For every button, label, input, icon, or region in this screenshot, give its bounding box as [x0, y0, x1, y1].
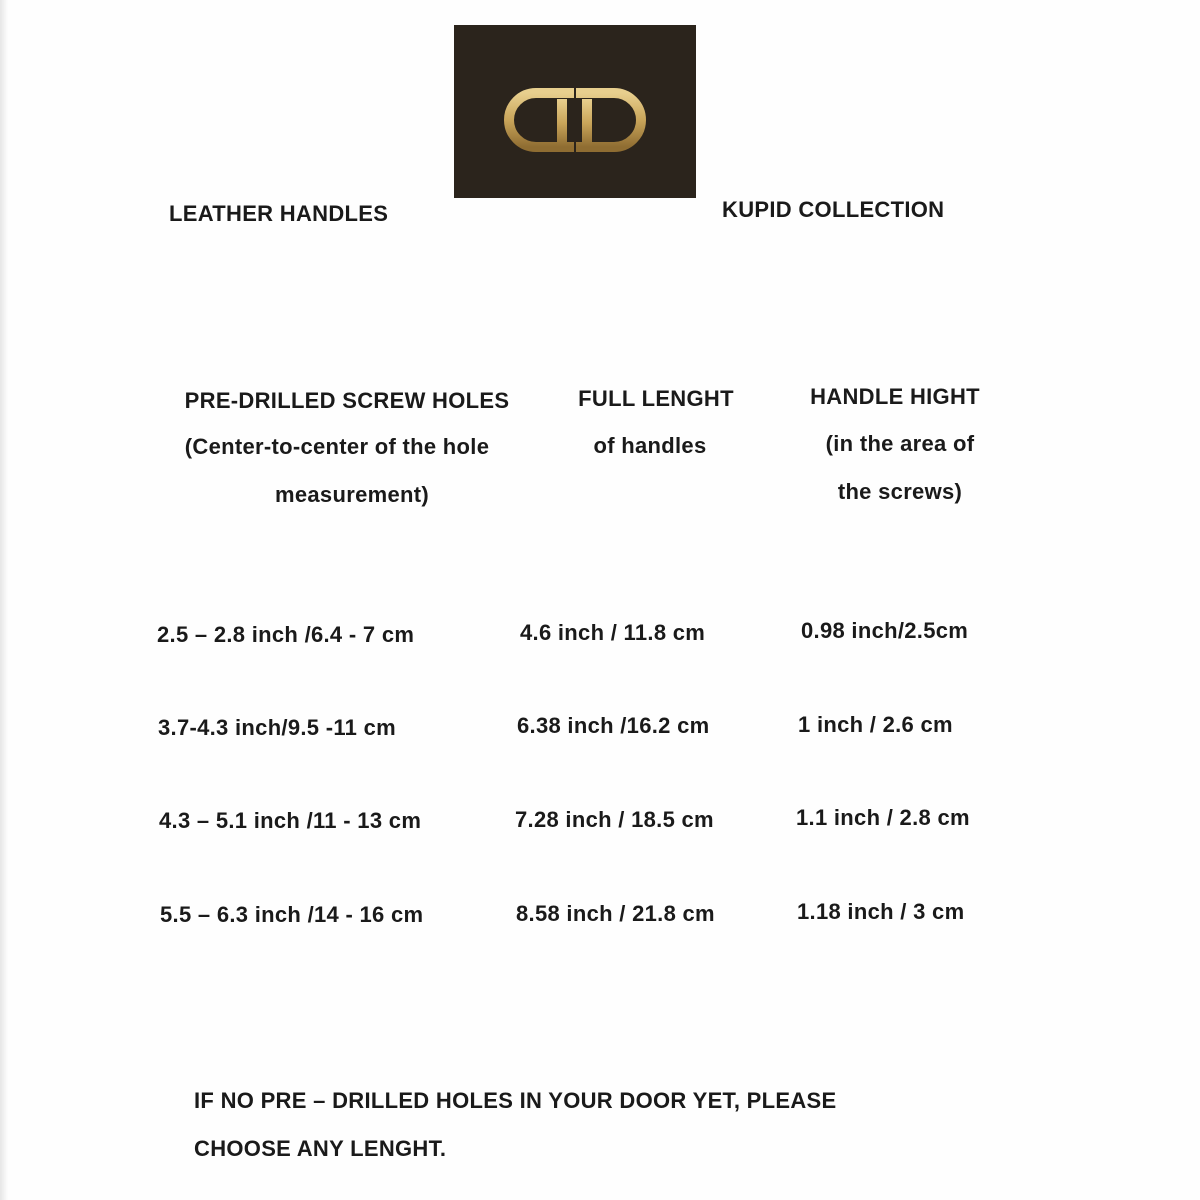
full-length-cell: 4.6 inch / 11.8 cm [520, 620, 706, 645]
column-header-line: of handles [593, 433, 707, 458]
handle-height-cell: 1 inch / 2.6 cm [798, 712, 953, 737]
column-header-line: measurement) [275, 482, 429, 507]
handle-height-cell: 0.98 inch/2.5cm [801, 618, 969, 643]
full-length-cell: 8.58 inch / 21.8 cm [516, 901, 715, 926]
scan-edge [0, 0, 8, 1200]
left-title: LEATHER HANDLES [169, 201, 389, 226]
handle-height-cell: 1.1 inch / 2.8 cm [796, 805, 970, 830]
right-title: KUPID COLLECTION [722, 197, 945, 222]
column-header-line: the screws) [837, 479, 963, 504]
column-header-line: HANDLE HIGHT [810, 384, 980, 409]
column-header-line: (Center-to-center of the hole [184, 434, 490, 459]
dd-monogram-icon [454, 25, 696, 198]
column-header-line: (in the area of [825, 431, 975, 456]
screw-holes-cell: 5.5 – 6.3 inch /14 - 16 cm [160, 902, 424, 927]
handle-height-cell: 1.18 inch / 3 cm [797, 899, 965, 924]
footer-note-line: IF NO PRE – DRILLED HOLES IN YOUR DOOR YET, PLEASE [194, 1088, 837, 1113]
screw-holes-cell: 3.7-4.3 inch/9.5 -11 cm [158, 715, 397, 740]
screw-holes-cell: 4.3 – 5.1 inch /11 - 13 cm [159, 808, 422, 833]
column-header-line: PRE-DRILLED SCREW HOLES [184, 388, 510, 413]
full-length-cell: 7.28 inch / 18.5 cm [515, 807, 714, 832]
footer-note-line: CHOOSE ANY LENGHT. [194, 1136, 447, 1161]
column-header-line: FULL LENGHT [578, 386, 734, 411]
brand-logo [454, 25, 696, 198]
full-length-cell: 6.38 inch /16.2 cm [517, 713, 710, 738]
screw-holes-cell: 2.5 – 2.8 inch /6.4 - 7 cm [157, 622, 415, 647]
